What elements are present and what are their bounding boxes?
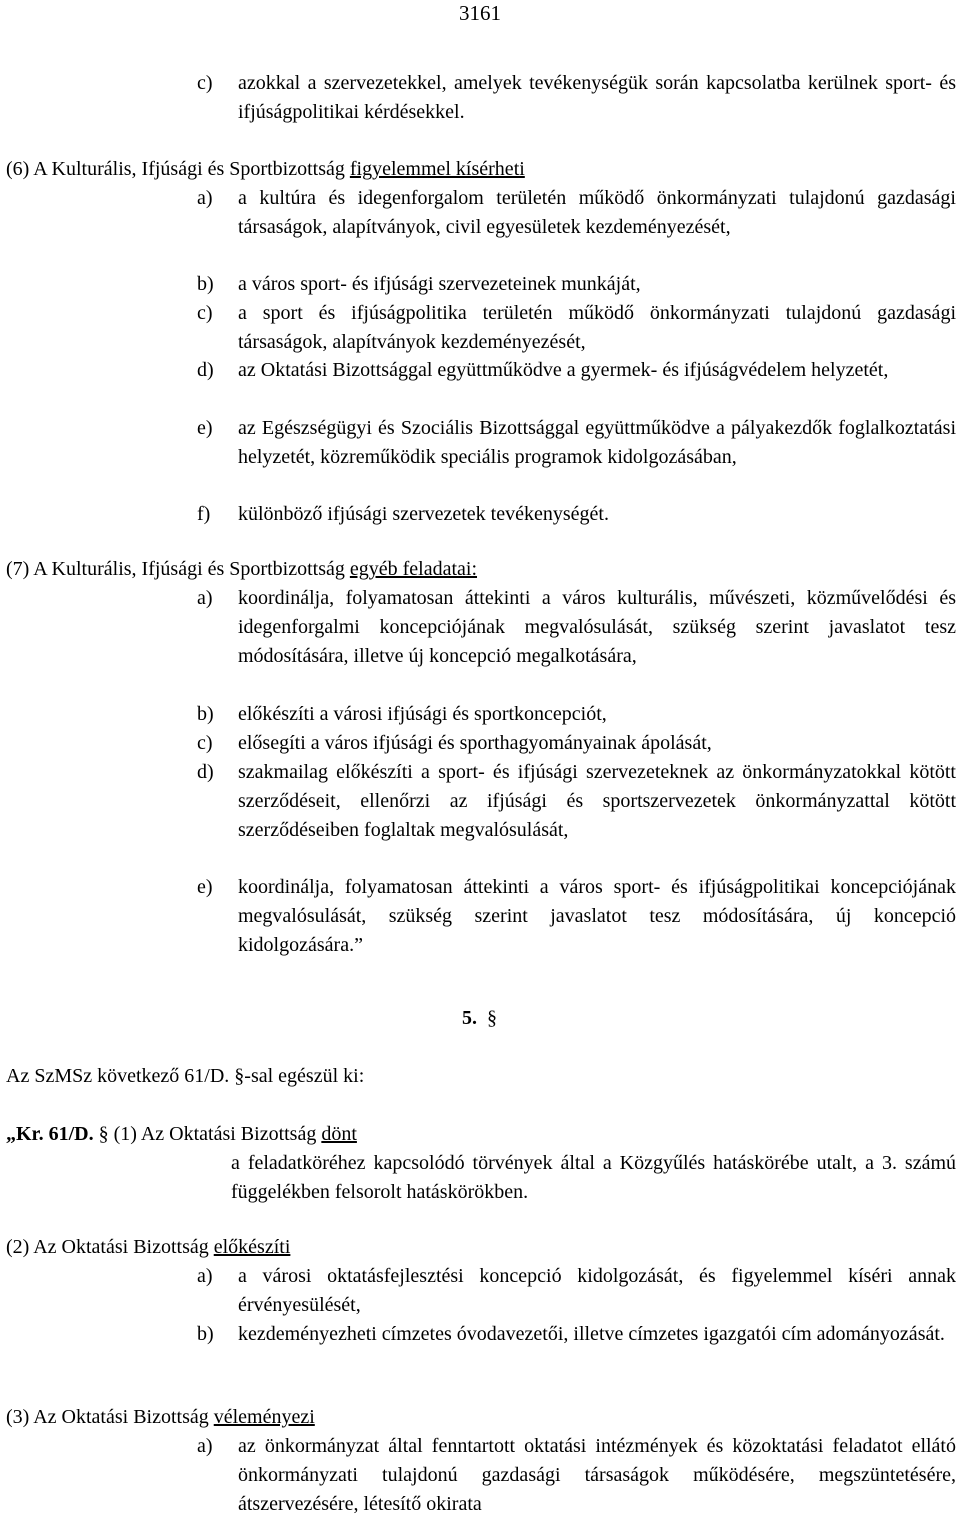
list-item: b) a város sport- és ifjúsági szervezeteinek munkáját, xyxy=(197,273,641,295)
list-item xyxy=(197,69,956,127)
page-number: 3161 xyxy=(459,1,501,25)
list-item: c) a sport és ifjúságpolitika területén működő önkormányzati tulajdonú gazdasági társaságok, alapítványok kezdeményezését, xyxy=(197,302,956,353)
paragraph-6-heading: (6) A Kulturális, Ifjúsági és Sportbizottság figyelemmel kísérheti xyxy=(6,158,525,180)
list-item: a) a kultúra és idegenforgalom területén működő önkormányzati tulajdonú gazdasági társaságok, alapítványok, civil egyesületek kezdeményezését, xyxy=(197,187,956,238)
list-item: e) az Egészségügyi és Szociális Bizottsággal együttműködve a pályakezdők foglalkoztatási helyzetét, közreműködik speciális programok kidolgozásában, xyxy=(197,417,956,468)
list-item: c) elősegíti a város ifjúsági és sporthagyományainak ápolását, xyxy=(197,732,712,754)
kr61d-text: a feladatköréhez kapcsolódó törvények által a Közgyűlés hatáskörébe utalt, a 3. számú függelékben felsorolt hatáskörökben. xyxy=(231,1152,956,1203)
paragraph-7-heading: (7) A Kulturális, Ifjúsági és Sportbizottság egyéb feladatai: xyxy=(6,558,478,580)
list-item: d) az Oktatási Bizottsággal együttműködve a gyermek- és ifjúságvédelem helyzetét, xyxy=(197,359,889,381)
list-item: a) az önkormányzat által fenntartott oktatási intézmények és közoktatási feladatot ellátó önkormányzati tulajdonú gazdasági társaságok működésére, megszüntetésére, átszervezésére, létesítő okirata xyxy=(197,1435,956,1515)
list-item: f) különböző ifjúsági szervezetek tevékenységét. xyxy=(197,503,609,525)
list-item: a) a városi oktatásfejlesztési koncepció kidolgozását, és figyelemmel kíséri annak érvényesülését, xyxy=(197,1265,956,1316)
item-text: azokkal a szervezetekkel, amelyek tevékenységük során kapcsolatba kerülnek sport- és ifjúságpolitikai kérdésekkel. xyxy=(238,72,956,123)
item-label: c) xyxy=(197,72,213,94)
insert-line: Az SzMSz következő 61/D. §-sal egészül ki: xyxy=(6,1065,365,1087)
paragraph-3-heading: (3) Az Oktatási Bizottság véleményezi xyxy=(6,1406,315,1428)
list-item: d) szakmailag előkészíti a sport- és ifjúsági szervezeteknek az önkormányzatokkal kötött szerződéseit, ellenőrzi az ifjúsági és sportszervezetek önkormányzattal kötött szerződéseiben foglaltak megvalósulását, xyxy=(197,761,956,841)
list-item: a) koordinálja, folyamatosan áttekinti a város kulturális, művészeti, közművelődési és idegenforgalmi koncepciójának megvalósulását, szükség szerint javaslatot tesz módosítására, illetve új koncepció megalkotására, xyxy=(197,587,956,667)
kr61d-heading: „Kr. 61/D. § (1) Az Oktatási Bizottság dönt xyxy=(6,1123,357,1145)
section-number: 5. § xyxy=(462,1007,497,1029)
list-item: b) előkészíti a városi ifjúsági és sportkoncepciót, xyxy=(197,703,607,725)
list-item: b) kezdeményezheti címzetes óvodavezetői, illetve címzetes igazgatói cím adományozását. xyxy=(197,1323,945,1345)
list-item: e) koordinálja, folyamatosan áttekinti a város sport- és ifjúságpolitikai koncepciójának megvalósulását, szükség szerint javaslatot tesz módosítására, új koncepció kidolgozására.” xyxy=(197,876,956,956)
paragraph-2-heading: (2) Az Oktatási Bizottság előkészíti xyxy=(6,1236,291,1258)
